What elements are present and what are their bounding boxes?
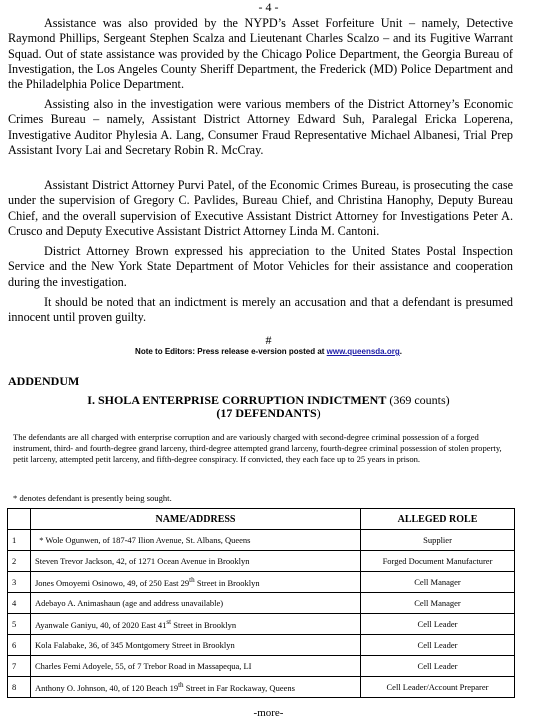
ordinal-suffix: th (189, 576, 195, 585)
charges-description: The defendants are all charged with enterprise corruption and are variously charged with second-degree criminal possession of a forged instrument, third- and fourth-degree grand larceny, third-degree attempted grand larceny, fourth-degree criminal possession of stolen property, petit larceny, attempted petit larceny, and fifth-degree conspiracy. If convicted, they each face up to 25 years in prison. (13, 432, 502, 465)
indictment-title-bold: I. SHOLA ENTERPRISE CORRUPTION INDICTMENT (87, 393, 387, 407)
paragraph-appreciation: District Attorney Brown expressed his appreciation to the United States Postal Inspection Service and the New York State Department of Motor Vehicles for their assistance and cooperation during the investigation. (8, 244, 513, 289)
defendant-name-street: Street in Brooklyn (194, 577, 260, 588)
table-row (8, 593, 515, 614)
defendant-role: Cell Leader/Account Preparer (361, 677, 515, 698)
table-row (8, 614, 515, 635)
paragraph-economic-crimes: Assisting also in the investigation were various members of the District Attorney’s Economic Crimes Bureau – namely, Assistant District Attorney Edward Suh, Paralegal Ericka Loperena, Investigative Auditor Phylesia A. Lang, Consumer Fraud Representative Michael Albanesi, Trial Prep Assistant Ivory Lai and Secretary Robin R. McCray. (8, 97, 513, 157)
editor-note-period: . (399, 347, 402, 356)
defendant-name: * Wole Ogunwen, of 187-47 Ilion Avenue, St. Albans, Queens (31, 530, 361, 551)
table-row (8, 635, 515, 656)
defendant-name: Kola Falabake, 36, of 345 Montgomery Street in Brooklyn (31, 635, 361, 656)
table-row (8, 572, 515, 593)
header-number (8, 509, 31, 530)
table-row (8, 677, 515, 698)
defendant-name-street: Street in Far Rockaway, Queens (183, 682, 295, 693)
row-number: 2 (8, 551, 31, 572)
header-name-address: NAME/ADDRESS (31, 509, 361, 530)
end-marker: # (265, 333, 272, 347)
defendant-name: Charles Femi Adoyele, 55, of 7 Trebor Road in Massapequa, LI (31, 656, 361, 677)
defendant-role: Forged Document Manufacturer (361, 551, 515, 572)
defendant-name: Steven Trevor Jackson, 42, of 1271 Ocean Avenue in Brooklyn (31, 551, 361, 572)
defendant-name: Adebayo A. Animashaun (age and address unavailable) (31, 593, 361, 614)
row-number: 5 (8, 614, 31, 635)
continued-marker: -more- (253, 707, 284, 719)
table-row (8, 530, 515, 551)
defendant-role: Supplier (361, 530, 515, 551)
header-alleged-role: ALLEGED ROLE (361, 509, 515, 530)
row-number: 8 (8, 677, 31, 698)
editor-note-text: Note to Editors: Press release e-version posted at (135, 347, 327, 356)
defendants-table (7, 508, 515, 698)
defendant-role: Cell Leader (361, 635, 515, 656)
row-number: 1 (8, 530, 31, 551)
page-number: - 4 - (258, 0, 279, 14)
addendum-heading: ADDENDUM (8, 374, 80, 388)
sought-footnote: * denotes defendant is presently being sought. (13, 493, 172, 503)
table-row (8, 551, 515, 572)
queensda-link[interactable]: www.queensda.org (326, 347, 400, 356)
editor-note (0, 347, 537, 356)
defendant-count: (17 DEFENDANTS (216, 406, 317, 420)
ordinal-suffix: st (166, 618, 172, 627)
defendant-role: Cell Manager (361, 593, 515, 614)
paragraph-prosecution: Assistant District Attorney Purvi Patel, of the Economic Crimes Bureau, is prosecuting the case under the supervision of Gregory C. Pavlides, Bureau Chief, and Christina Hanophy, Deputy Bureau Chief, and the overall supervision of Executive Assistant District Attorney for Investigations Peter A. Crusco and Deputy Executive Assistant District Attorney Linda M. Cantoni. (8, 178, 513, 238)
row-number: 7 (8, 656, 31, 677)
row-number: 6 (8, 635, 31, 656)
row-number: 3 (8, 572, 31, 593)
table-header-row (8, 509, 515, 530)
table-row (8, 656, 515, 677)
indictment-counts: (369 counts) (386, 393, 450, 407)
indictment-title (0, 394, 537, 420)
defendant-name-text: Jones Omoyemi Osinowo, 49, of 250 East 29 (35, 577, 190, 588)
defendant-name-street: Street in Brooklyn (171, 619, 237, 630)
defendant-role: Cell Leader (361, 656, 515, 677)
paragraph-presumed-innocent: It should be noted that an indictment is merely an accusation and that a defendant is presumed innocent until proven guilty. (8, 295, 513, 325)
defendant-name (31, 614, 361, 635)
defendant-name-text: Ayanwale Ganiyu, 40, of 2020 East 41 (35, 619, 167, 630)
defendant-role: Cell Manager (361, 572, 515, 593)
ordinal-suffix: th (178, 681, 184, 690)
defendant-name (31, 677, 361, 698)
paragraph-asset-forfeiture: Assistance was also provided by the NYPD’s Asset Forfeiture Unit – namely, Detective Raymond Phillips, Sergeant Stephen Scalza and Lieutenant Charles Scalzo – and its Fugitive Warrant Squad. Out of state assistance was provided by the Chicago Police Department, the Georgia Bureau of Investigation, the Los Angeles County Sheriff Department, the Frederick (MD) Police Department and the Philadelphia Police Department. (8, 16, 513, 92)
row-number: 4 (8, 593, 31, 614)
defendant-name (31, 572, 361, 593)
defendant-count-close: ) (316, 406, 321, 420)
defendant-role: Cell Leader (361, 614, 515, 635)
defendant-name-text: Anthony O. Johnson, 40, of 120 Beach 19 (35, 682, 179, 693)
